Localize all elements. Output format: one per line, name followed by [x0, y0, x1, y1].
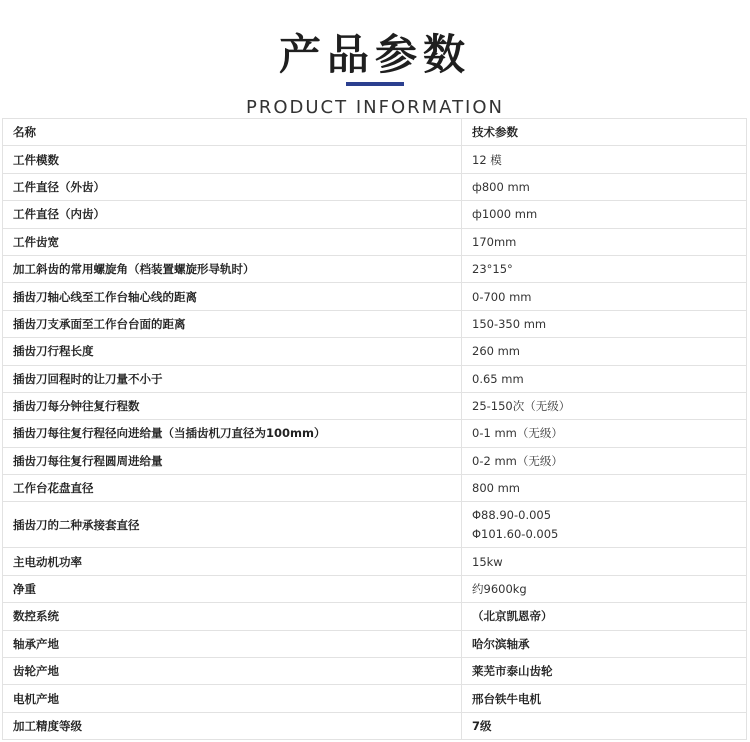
- title-underline: [346, 82, 404, 86]
- table-header-row: [3, 119, 747, 146]
- row-value: 25-150次（无级）: [462, 392, 747, 419]
- row-value: 800 mm: [462, 475, 747, 502]
- table-row: [3, 658, 747, 685]
- row-value: 0-700 mm: [462, 283, 747, 310]
- row-value: 0.65 mm: [462, 365, 747, 392]
- table-row: [3, 365, 747, 392]
- row-name: 工件模数: [3, 146, 462, 173]
- table-row: [3, 630, 747, 657]
- row-value: 0-2 mm（无级）: [462, 447, 747, 474]
- row-name: 电机产地: [3, 685, 462, 712]
- row-name: 插齿刀支承面至工作台台面的距离: [3, 310, 462, 337]
- page-subtitle: PRODUCT INFORMATION: [245, 97, 505, 118]
- row-name: 插齿刀的二种承接套直径: [3, 502, 462, 548]
- table-row: [3, 502, 747, 548]
- row-value: （北京凯恩帝）: [462, 603, 747, 630]
- row-value: 邢台铁牛电机: [462, 685, 747, 712]
- table-row: [3, 575, 747, 602]
- row-value: ф1000 mm: [462, 201, 747, 228]
- row-name: 工件直径（内齿）: [3, 201, 462, 228]
- row-value-line-1: Φ88.90-0.005: [472, 507, 552, 522]
- row-name: 工件齿宽: [3, 228, 462, 255]
- row-value: ф800 mm: [462, 173, 747, 200]
- row-name: 插齿刀行程长度: [3, 338, 462, 365]
- table-row: [3, 283, 747, 310]
- row-name: 插齿刀回程时的让刀量不小于: [3, 365, 462, 392]
- table-row: [3, 392, 747, 419]
- row-value: 0-1 mm（无级）: [462, 420, 747, 447]
- table-row: [3, 447, 747, 474]
- row-name: 插齿刀轴心线至工作台轴心线的距离: [3, 283, 462, 310]
- row-name: 加工精度等级: [3, 712, 462, 739]
- row-name: 工件直径（外齿）: [3, 173, 462, 200]
- row-value-line-2: Φ101.60-0.005: [472, 526, 559, 541]
- row-value: 莱芜市泰山齿轮: [462, 658, 747, 685]
- row-name: 插齿刀每分钟往复行程数: [3, 392, 462, 419]
- row-name: 轴承产地: [3, 630, 462, 657]
- table-row: [3, 201, 747, 228]
- table-row: [3, 420, 747, 447]
- table-row: [3, 712, 747, 739]
- table-row: [3, 548, 747, 575]
- table-row: [3, 603, 747, 630]
- table-row: [3, 338, 747, 365]
- row-name: 齿轮产地: [3, 658, 462, 685]
- row-name: 插齿刀每往复行程径向进给量（当插齿机刀直径为100mm）: [3, 420, 462, 447]
- row-name: 净重: [3, 575, 462, 602]
- row-name: 工作台花盘直径: [3, 475, 462, 502]
- row-value: 260 mm: [462, 338, 747, 365]
- row-name: 主电动机功率: [3, 548, 462, 575]
- table-row: [3, 310, 747, 337]
- table-row: [3, 173, 747, 200]
- page-title: 产品参数: [278, 30, 471, 79]
- spec-table: [2, 118, 747, 740]
- table-row: [3, 228, 747, 255]
- row-value: 哈尔滨轴承: [462, 630, 747, 657]
- table-row: [3, 255, 747, 282]
- row-value: 约9600kg: [462, 575, 747, 602]
- column-header-name: 名称: [3, 119, 462, 146]
- row-name: 插齿刀每往复行程圆周进给量: [3, 447, 462, 474]
- row-name: 加工斜齿的常用螺旋角（档装置螺旋形导轨时）: [3, 255, 462, 282]
- row-value: 23°15°: [462, 255, 747, 282]
- table-row: [3, 685, 747, 712]
- page-header: [0, 0, 750, 120]
- table-row: [3, 475, 747, 502]
- row-name: 数控系统: [3, 603, 462, 630]
- row-value-multi: [462, 502, 747, 548]
- row-value: 170mm: [462, 228, 747, 255]
- row-value: 150-350 mm: [462, 310, 747, 337]
- row-value: 15kw: [462, 548, 747, 575]
- table-row: [3, 146, 747, 173]
- row-value: 7级: [462, 712, 747, 739]
- row-value: 12 模: [462, 146, 747, 173]
- column-header-value: 技术参数: [462, 119, 747, 146]
